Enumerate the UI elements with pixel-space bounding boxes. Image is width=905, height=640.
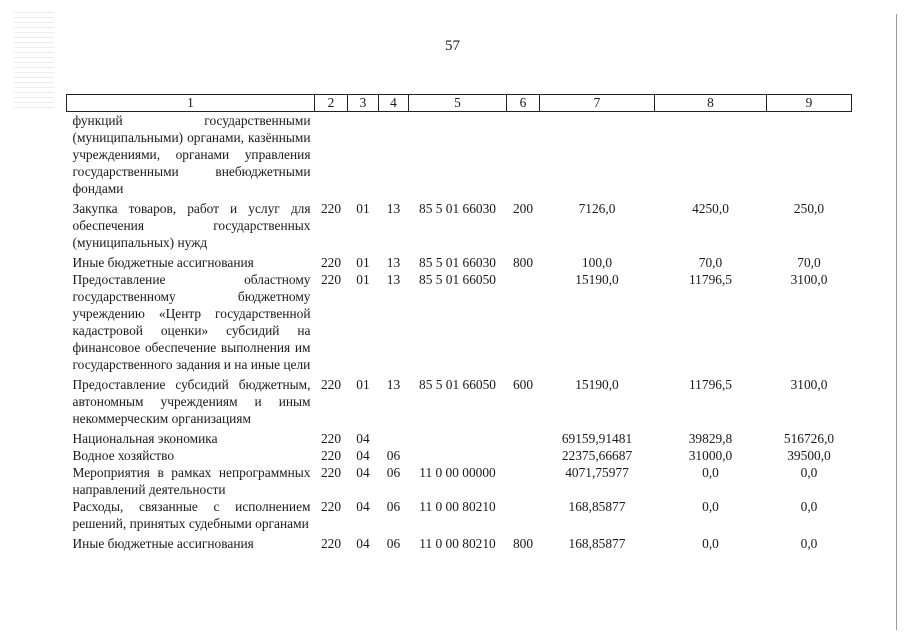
cell-section: 04 [356, 536, 370, 551]
cell-amount-7: 15190,0 [575, 272, 619, 287]
cell-amount-8: 0,0 [702, 499, 719, 514]
cell-grbs: 220 [320, 272, 342, 287]
cell-amount-7: 22375,66687 [561, 448, 633, 463]
cell-section: 04 [356, 499, 370, 514]
page-number: 57 [445, 38, 460, 54]
column-header: 3 [348, 95, 379, 112]
table-row [67, 498, 852, 532]
cell-target-article: 85 5 01 66050 [419, 272, 496, 287]
cell-section: 01 [356, 255, 370, 270]
cell-amount-8: 31000,0 [688, 448, 733, 463]
cell-amount-9: 0,0 [800, 536, 818, 551]
cell-target-article: 85 5 01 66050 [419, 377, 496, 392]
column-header: 2 [315, 95, 348, 112]
cell-target-article [409, 427, 507, 447]
cell-amount-9: 0,0 [800, 465, 818, 480]
cell-grbs: 220 [320, 201, 342, 216]
cell-grbs: 220 [320, 499, 342, 514]
scan-artifact [14, 12, 54, 112]
column-header: 1 [67, 95, 315, 112]
cell-target-article: 11 0 00 80210 [419, 499, 496, 514]
cell-section: 04 [356, 431, 370, 446]
row-name-cell: Иные бюджетные ассигнования [72, 536, 254, 551]
cell-amount-9: 250,0 [793, 201, 825, 216]
row-name-cell: Иные бюджетные ассигнования [72, 255, 254, 270]
cell-expense-type: 200 [512, 201, 534, 216]
table-row [67, 251, 852, 271]
row-name-cell: функций государственными (муниципальными) органами, казёнными учреждениями, органами управления государственными внебюджетными фондами [72, 113, 311, 196]
cell-target-article: 11 0 00 00000 [419, 465, 496, 480]
cell-expense-type [507, 271, 540, 373]
cell-target-article: 85 5 01 66030 [419, 201, 496, 216]
cell-subsection: 13 [386, 255, 401, 270]
cell-section: 01 [356, 201, 370, 216]
table-row [67, 271, 852, 373]
cell-grbs: 220 [320, 255, 342, 270]
cell-expense-type [507, 112, 540, 198]
row-name-cell: Национальная экономика [72, 431, 218, 446]
table-row [67, 427, 852, 447]
cell-amount-8 [655, 112, 767, 198]
cell-amount-8: 11796,5 [688, 377, 733, 392]
cell-expense-type: 800 [512, 536, 534, 551]
cell-expense-type [507, 447, 540, 464]
table-row [67, 532, 852, 552]
table-row [67, 197, 852, 251]
cell-amount-8: 11796,5 [688, 272, 733, 287]
cell-amount-7: 168,85877 [568, 499, 626, 514]
cell-expense-type: 800 [512, 255, 534, 270]
cell-amount-9: 39500,0 [787, 448, 831, 463]
cell-subsection: 06 [386, 465, 401, 480]
cell-expense-type [507, 498, 540, 532]
cell-grbs: 220 [320, 536, 342, 551]
column-header: 8 [655, 95, 767, 112]
cell-grbs: 220 [320, 448, 342, 463]
cell-subsection: 06 [386, 499, 401, 514]
cell-target-article [409, 112, 507, 198]
table-row [67, 373, 852, 427]
cell-expense-type [507, 464, 540, 498]
cell-amount-7: 4071,75977 [565, 465, 629, 480]
cell-section: 04 [356, 465, 370, 480]
column-header: 9 [767, 95, 852, 112]
cell-subsection: 13 [386, 272, 401, 287]
cell-amount-9 [767, 112, 852, 198]
column-header: 5 [409, 95, 507, 112]
row-name-cell: Расходы, связанные с исполнением решений, принятых судебными органами [72, 499, 311, 531]
cell-amount-8: 0,0 [702, 465, 719, 480]
cell-amount-8: 0,0 [702, 536, 719, 551]
cell-amount-7: 69159,91481 [561, 431, 633, 446]
table-row [67, 447, 852, 464]
cell-amount-7 [540, 112, 655, 198]
column-header: 6 [507, 95, 540, 112]
table-row [67, 464, 852, 498]
row-name-cell: Водное хозяйство [72, 448, 175, 463]
cell-subsection [379, 112, 409, 198]
cell-amount-8: 39829,8 [688, 431, 733, 446]
column-header: 7 [540, 95, 655, 112]
cell-expense-type [507, 427, 540, 447]
cell-grbs [315, 112, 348, 198]
cell-section: 04 [356, 448, 370, 463]
cell-grbs: 220 [320, 465, 342, 480]
row-name-cell: Мероприятия в рамках непрограммных направлений деятельности [72, 465, 311, 497]
cell-amount-8: 70,0 [698, 255, 723, 270]
cell-target-article [409, 447, 507, 464]
cell-target-article: 11 0 00 80210 [419, 536, 496, 551]
cell-amount-9: 516726,0 [783, 431, 835, 446]
cell-subsection [379, 427, 409, 447]
cell-section: 01 [356, 377, 370, 392]
header-row [67, 95, 852, 112]
cell-section: 01 [356, 272, 370, 287]
cell-grbs: 220 [320, 431, 342, 446]
cell-grbs: 220 [320, 377, 342, 392]
cell-amount-9: 3100,0 [790, 377, 828, 392]
cell-amount-9: 70,0 [797, 255, 821, 270]
row-name-cell: Предоставление субсидий бюджетным, автономным учреждениям и иным некоммерческим организациям [72, 377, 311, 426]
cell-amount-9: 0,0 [800, 499, 818, 514]
cell-subsection: 13 [386, 377, 401, 392]
cell-amount-7: 7126,0 [578, 201, 616, 216]
cell-amount-7: 100,0 [581, 255, 613, 270]
cell-target-article: 85 5 01 66030 [419, 255, 496, 270]
cell-amount-7: 15190,0 [575, 377, 619, 392]
table-row [67, 112, 852, 198]
column-header: 4 [379, 95, 409, 112]
row-name-cell: Закупка товаров, работ и услуг для обеспечения государственных (муниципальных) нужд [72, 201, 311, 250]
cell-amount-7: 168,85877 [568, 536, 626, 551]
cell-amount-8: 4250,0 [692, 201, 729, 216]
budget-table [66, 94, 852, 552]
cell-section [348, 112, 379, 198]
cell-subsection: 06 [386, 536, 401, 551]
cell-subsection: 13 [386, 201, 401, 216]
cell-expense-type: 600 [512, 377, 534, 392]
page-edge-line [896, 14, 897, 630]
cell-amount-9: 3100,0 [790, 272, 828, 287]
row-name-cell: Предоставление областному государственному бюджетному учреждению «Центр государственной кадастровой оценки» субсидий на финансовое обеспечение выполнения им государственного задания и на иные цели [72, 272, 311, 372]
cell-subsection: 06 [386, 448, 401, 463]
